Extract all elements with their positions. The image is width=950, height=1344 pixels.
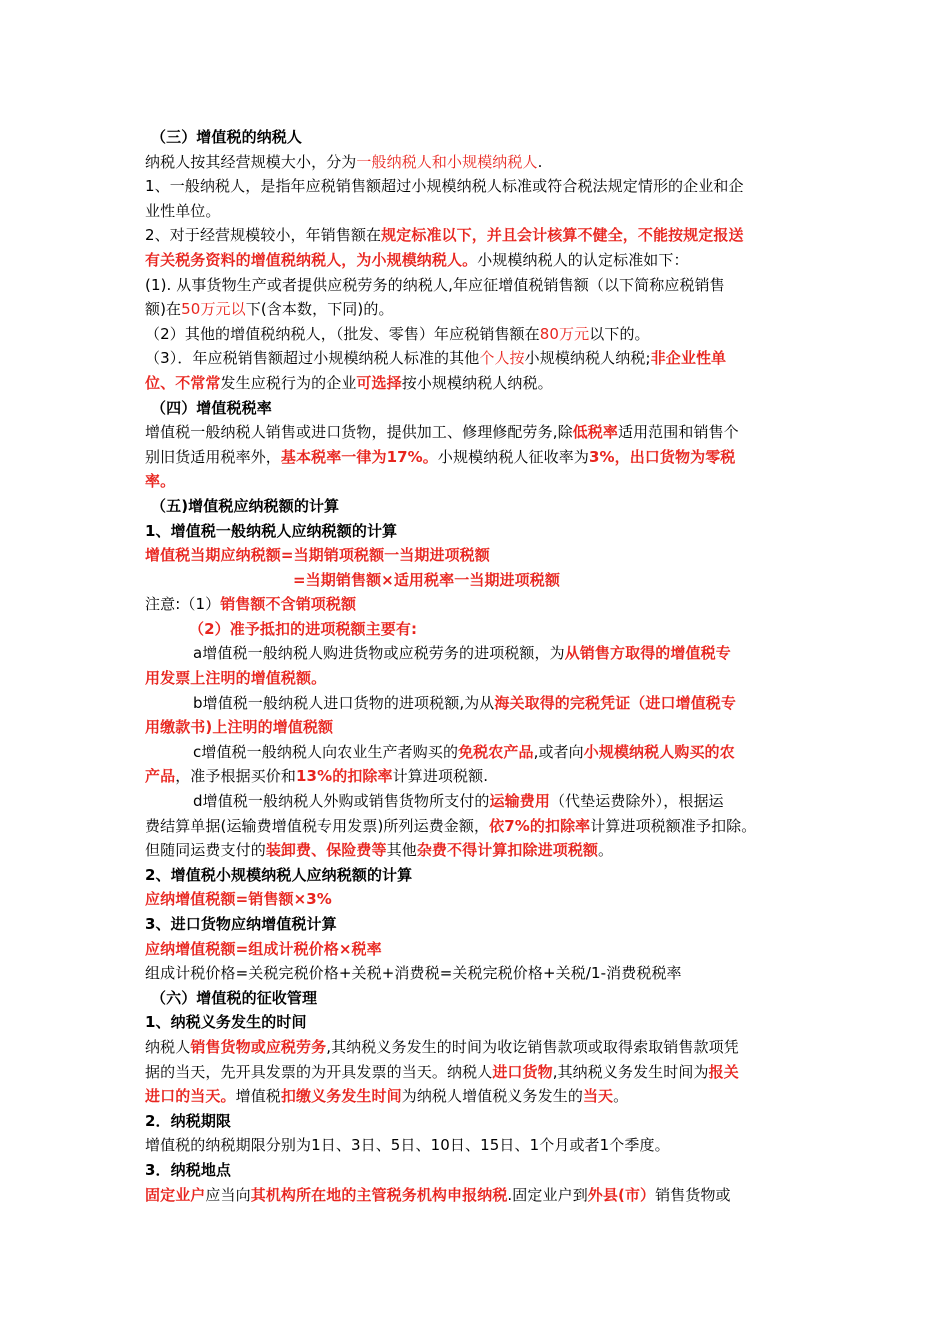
text-segment: (1). 从事货物生产或者提供应税劳务的纳税人,年应征增值税销售额（以下简称应税销售 [145, 275, 725, 294]
text-segment: 增值税一般纳税人销售或进口货物，提供加工、修理修配劳务,除 [145, 423, 573, 442]
text-segment: 费结算单据(运输费增值税专用发票)所列运费金额， [145, 816, 490, 835]
text-line [145, 1084, 815, 1109]
text-segment: 1、纳税义务发生的时间 [145, 1013, 307, 1032]
highlighted-text: 产品 [145, 767, 176, 786]
highlighted-text: （2）准予抵扣的进项税额主要有: [189, 619, 418, 638]
text-segment: 2、增值税小规模纳税人应纳税额的计算 [145, 865, 413, 884]
highlighted-text: 基本税率一律为17%。 [280, 447, 438, 466]
highlighted-text: 销售额不含销项税额 [220, 595, 357, 614]
highlighted-text: 其机构所在地的主管税务机构申报纳税 [250, 1185, 508, 1204]
text-segment: 2、对于经营规模较小，年销售额在 [145, 226, 382, 245]
text-segment: （2）其他的增值税纳税人，（批发、零售）年应税销售额在 [145, 324, 540, 343]
text-line [145, 715, 815, 740]
text-segment: ,其纳税义务发生时间为 [552, 1062, 709, 1081]
text-line [145, 568, 815, 593]
highlighted-text: 进口的当天。 [145, 1087, 236, 1106]
text-segment: 1、一般纳税人，是指年应税销售额超过小规模纳税人标准或符合税法规定情形的企业和企 [145, 177, 744, 196]
text-line [145, 641, 815, 666]
text-segment: 小规模纳税人征收率为 [437, 447, 589, 466]
highlighted-text: 应纳增值税额=销售额×3% [145, 890, 332, 909]
text-line [145, 223, 815, 248]
text-line [145, 617, 815, 642]
text-segment: ,或者向 [533, 742, 584, 761]
text-segment: 别旧货适用税率外， [145, 447, 281, 466]
highlighted-text: 个人按 [479, 349, 525, 368]
text-segment: 增值税 [235, 1087, 281, 1106]
text-line [145, 1109, 815, 1134]
text-line [145, 1035, 815, 1060]
highlighted-text: 增值税当期应纳税额=当期销项税额一当期进项税额 [145, 546, 490, 565]
text-segment: 按小规模纳税人纳税。 [401, 373, 553, 392]
text-segment: c增值税一般纳税人向农业生产者购买的 [193, 742, 459, 761]
text-segment: 业性单位。 [145, 201, 221, 220]
text-line [145, 174, 815, 199]
text-segment: （代垫运费除外），根据运 [549, 792, 724, 811]
text-segment: b增值税一般纳税人进口货物的进项税额,为从 [193, 693, 495, 712]
text-segment: ，准予根据买价和 [175, 767, 297, 786]
text-line [145, 740, 815, 765]
text-segment: ,其纳税义务发生的时间为收讫销售款项或取得索取销售款项凭 [326, 1037, 739, 1056]
highlighted-text: 有关税务资料的增值税纳税人，为小规模纳税人。 [145, 250, 478, 269]
text-line [145, 396, 815, 421]
highlighted-text: 进口货物 [492, 1062, 553, 1081]
highlighted-text: 报关 [708, 1062, 739, 1081]
text-segment: 3、进口货物应纳增值税计算 [145, 915, 337, 933]
text-line [145, 986, 815, 1011]
highlighted-text: 扣缴义务发生时间 [280, 1087, 402, 1106]
highlighted-text: 可选择 [356, 373, 402, 392]
text-segment: 应当向 [205, 1185, 251, 1204]
highlighted-text: 3%，出口货物为零税 [588, 447, 736, 466]
highlighted-text: 50万元以 [181, 300, 246, 319]
text-segment: 以下的。 [589, 324, 650, 343]
text-line [145, 346, 815, 371]
highlighted-text: 销售货物或应税劳务 [190, 1037, 327, 1056]
text-line [145, 494, 815, 519]
text-segment: （五)增值税应纳税额的计算 [151, 496, 340, 515]
highlighted-text: 运输费用 [489, 792, 550, 811]
text-segment: （三）增值税的纳税人 [151, 128, 303, 146]
text-line [145, 469, 815, 494]
text-line [145, 1183, 815, 1208]
text-segment: 小规模纳税人纳税; [524, 349, 651, 368]
highlighted-text: 用缴款书)上注明的增值税额 [145, 718, 334, 737]
highlighted-text: 杂费不得计算扣除进项税额 [416, 841, 599, 860]
text-line [145, 445, 815, 470]
text-line [145, 322, 815, 347]
highlighted-text: 13%的扣除率 [296, 767, 393, 786]
text-segment: 小规模纳税人的认定标准如下： [477, 250, 689, 269]
text-line [145, 273, 815, 298]
text-segment: （四）增值税税率 [151, 398, 272, 417]
text-segment: 销售货物或 [655, 1185, 731, 1204]
text-line [145, 150, 815, 175]
document-body [145, 125, 815, 1207]
text-segment: d增值税一般纳税人外购或销售货物所支付的 [193, 792, 490, 811]
text-line [145, 592, 815, 617]
highlighted-text: 固定业户 [145, 1185, 206, 1204]
highlighted-text: 海关取得的完税凭证（进口增值税专 [494, 693, 737, 712]
text-line [145, 961, 815, 986]
text-segment: 计算进项税额. [392, 767, 489, 786]
text-line [145, 666, 815, 691]
text-segment: 1、增值税一般纳税人应纳税额的计算 [145, 521, 398, 540]
text-line [145, 789, 815, 814]
text-segment: 注意:（1） [145, 595, 221, 614]
text-line [145, 1010, 815, 1035]
text-line [145, 297, 815, 322]
text-segment: 计算进项税额准予扣除。 [590, 816, 757, 835]
text-line [145, 937, 815, 962]
highlighted-text: 非企业性单 [650, 349, 727, 368]
text-segment: （3）．年应税销售额超过小规模纳税人标准的其他 [145, 349, 480, 368]
text-segment: 适用范围和销售个 [617, 423, 739, 442]
text-segment: . [537, 152, 543, 171]
text-line [145, 863, 815, 888]
text-line [145, 199, 815, 224]
highlighted-text: 小规模纳税人购买的农 [583, 742, 735, 761]
text-segment: 下(含本数，下同)的。 [245, 300, 394, 319]
text-line [145, 887, 815, 912]
text-line [145, 543, 815, 568]
text-segment: （六）增值税的征收管理 [151, 988, 318, 1007]
highlighted-text: 依7%的扣除率 [489, 816, 591, 835]
highlighted-text: 免税农产品 [458, 742, 534, 761]
text-segment: 。 [613, 1087, 629, 1106]
text-line [145, 838, 815, 863]
text-line [145, 764, 815, 789]
highlighted-text: 当天 [582, 1087, 614, 1106]
text-segment: 纳税人按其经营规模大小，分为 [145, 152, 357, 171]
text-segment: a增值税一般纳税人购进货物或应税劳务的进项税额，为 [193, 644, 565, 663]
text-segment: 3．纳税地点 [145, 1160, 232, 1179]
text-line [145, 420, 815, 445]
highlighted-text: 用发票上注明的增值税额。 [145, 669, 327, 688]
text-segment: 。 [598, 841, 614, 860]
text-line [145, 1060, 815, 1085]
highlighted-text: 位、不常常 [145, 373, 221, 392]
text-line [145, 912, 815, 937]
text-line [145, 1158, 815, 1183]
text-line [145, 691, 815, 716]
highlighted-text: 应纳增值税额=组成计税价格×税率 [145, 939, 382, 958]
text-segment: 据的当天，先开具发票的为开具发票的当天。纳税人 [145, 1062, 493, 1081]
text-segment: 组成计税价格=关税完税价格+关税+消费税=关税完税价格+关税/1-消费税税率 [145, 964, 682, 983]
text-line [145, 814, 815, 839]
text-segment: 额)在 [145, 300, 182, 319]
highlighted-text: 80万元 [539, 324, 590, 343]
text-segment: 但随同运费支付的 [145, 841, 266, 860]
highlighted-text: 从销售方取得的增值税专 [564, 644, 731, 663]
text-segment: 纳税人 [145, 1037, 191, 1056]
text-segment: .固定业户到 [507, 1185, 588, 1204]
text-segment: 其他 [386, 841, 417, 860]
text-segment: 发生应税行为的企业 [220, 373, 357, 392]
highlighted-text: 外县(市） [587, 1185, 656, 1204]
highlighted-text: 规定标准以下，并且会计核算不健全，不能按规定报送 [381, 226, 744, 245]
text-line [145, 1133, 815, 1158]
highlighted-text: 一般纳税人和小规模纳税人 [356, 152, 538, 171]
text-segment: 2．纳税期限 [145, 1111, 232, 1130]
text-segment: 增值税的纳税期限分别为1日、3日、5日、10日、15日、1个月或者1个季度。 [145, 1136, 670, 1155]
highlighted-text: =当期销售额×适用税率一当期进项税额 [293, 570, 560, 589]
text-line [145, 519, 815, 544]
text-line [145, 125, 815, 150]
highlighted-text: 装卸费、保险费等 [265, 841, 387, 860]
text-line [145, 371, 815, 396]
highlighted-text: 率。 [145, 472, 176, 491]
highlighted-text: 低税率 [572, 423, 618, 442]
text-segment: 为纳税人增值税义务发生的 [401, 1087, 583, 1106]
text-line [145, 248, 815, 273]
